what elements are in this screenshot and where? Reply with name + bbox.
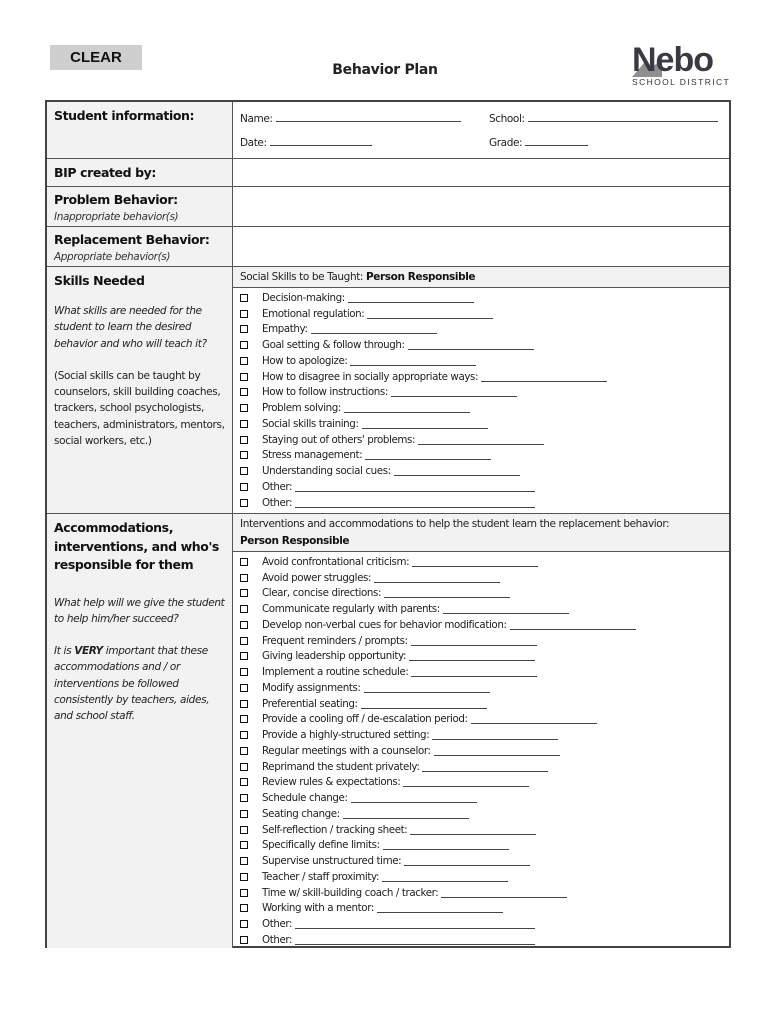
checklist-item-label: Social skills training: (262, 417, 359, 430)
checklist-item-label: Communicate regularly with parents: (262, 603, 440, 616)
problem-behavior-label: Problem Behavior: (54, 192, 178, 207)
person-responsible-line[interactable] (412, 557, 538, 567)
checklist-item (240, 601, 729, 617)
checklist-item-label: Staying out of others' problems: (262, 433, 416, 446)
checkbox[interactable] (240, 499, 248, 507)
person-responsible-line[interactable] (434, 746, 560, 756)
person-responsible-line[interactable] (351, 793, 477, 803)
person-responsible-line[interactable] (348, 293, 474, 303)
accommodations-label: Accommodations, interventions, and who's responsible for them (54, 520, 219, 572)
accommodations-note (54, 643, 225, 724)
checklist-item-label: Giving leadership opportunity: (262, 650, 407, 663)
checklist-item (240, 649, 729, 665)
person-responsible-line[interactable] (391, 387, 517, 397)
checkbox[interactable] (240, 558, 248, 566)
checkbox[interactable] (240, 310, 248, 318)
checklist-item (240, 790, 729, 806)
checklist-item (240, 932, 729, 948)
student-info-row (47, 102, 729, 158)
checkbox[interactable] (240, 294, 248, 302)
checklist-item-label: Provide a highly-structured setting: (262, 729, 430, 742)
checklist-item-label: Frequent reminders / prompts: (262, 634, 408, 647)
problem-behavior-label-cell (47, 187, 233, 226)
checklist-item-label: Provide a cooling off / de-escalation period: (262, 713, 468, 726)
person-responsible-line[interactable] (367, 309, 493, 319)
skills-question: What skills are needed for the student to learn the desired behavior and who will teach it? (54, 305, 207, 350)
checkbox[interactable] (240, 325, 248, 333)
checklist-item (240, 554, 729, 570)
person-responsible-line[interactable] (382, 872, 508, 882)
checkbox[interactable] (240, 341, 248, 349)
checklist-item (240, 680, 729, 696)
checkbox[interactable] (240, 404, 248, 412)
checklist-item-label: Specifically define limits: (262, 839, 380, 852)
checklist-item-label: Problem solving: (262, 402, 341, 415)
name-label: Name: (240, 113, 273, 125)
checklist-item-label: Teacher / staff proximity: (262, 870, 380, 883)
checkbox[interactable] (240, 731, 248, 739)
checklist-item-label: Reprimand the student privately: (262, 760, 420, 773)
replacement-behavior-input[interactable] (233, 227, 729, 266)
checkbox[interactable] (240, 700, 248, 708)
replacement-behavior-row (47, 226, 729, 266)
checklist-item (240, 916, 729, 932)
checkbox[interactable] (240, 388, 248, 396)
bip-created-row (47, 158, 729, 186)
checkbox[interactable] (240, 904, 248, 912)
checklist-item (240, 617, 729, 633)
checkbox[interactable] (240, 605, 248, 613)
logo-subtitle: SCHOOL DISTRICT (632, 77, 731, 87)
checklist-item-label: Implement a routine schedule: (262, 666, 409, 679)
student-info-label: Student information: (54, 108, 195, 123)
behavior-plan-form (45, 100, 731, 948)
checklist-item (240, 806, 729, 822)
checklist-item (240, 901, 729, 917)
checklist-item-label: Seating change: (262, 807, 340, 820)
checklist-item (240, 353, 729, 369)
skills-label-cell (47, 267, 233, 513)
person-responsible-line[interactable] (422, 762, 548, 772)
date-label: Date: (240, 137, 267, 149)
accommodations-row (47, 513, 729, 948)
checklist-item-label: Other: (262, 918, 293, 931)
person-responsible-line[interactable] (408, 340, 534, 350)
person-responsible-line[interactable] (295, 498, 535, 508)
checklist-item-label: How to follow instructions: (262, 386, 388, 399)
checklist-item (240, 586, 729, 602)
person-responsible-line[interactable] (364, 683, 490, 693)
skills-label: Skills Needed (54, 273, 145, 288)
checklist-item (240, 570, 729, 586)
bip-created-label: BIP created by: (54, 165, 157, 180)
checklist-item-label: Self-reflection / tracking sheet: (262, 823, 408, 836)
accommodations-header-bold: Person Responsible (240, 534, 350, 547)
checklist-item (240, 712, 729, 728)
checklist-item-label: Regular meetings with a counselor: (262, 744, 431, 757)
checklist-item-label: Avoid power struggles: (262, 571, 372, 584)
checklist-item (240, 290, 729, 306)
checklist-item-label: Schedule change: (262, 792, 348, 805)
checkbox[interactable] (240, 715, 248, 723)
checklist-item (240, 495, 729, 511)
person-responsible-line[interactable] (481, 372, 607, 382)
checkbox[interactable] (240, 747, 248, 755)
person-responsible-line[interactable] (411, 667, 537, 677)
replacement-behavior-label: Replacement Behavior: (54, 232, 210, 247)
checklist-item (240, 727, 729, 743)
checklist-item-label: Goal setting & follow through: (262, 339, 405, 352)
checklist-item-label: Emotional regulation: (262, 307, 365, 320)
checkbox[interactable] (240, 857, 248, 865)
skills-header-text: Social Skills to be Taught: (240, 271, 366, 283)
student-info-fields (233, 102, 729, 158)
checklist-item (240, 479, 729, 495)
checkbox[interactable] (240, 436, 248, 444)
checklist-item-label: How to apologize: (262, 354, 348, 367)
bip-created-input[interactable] (233, 159, 729, 186)
logo-word: Nebo (632, 41, 713, 79)
problem-behavior-input[interactable] (233, 187, 729, 226)
checklist-item (240, 432, 729, 448)
checkbox[interactable] (240, 841, 248, 849)
person-responsible-line[interactable] (311, 324, 437, 334)
problem-behavior-sublabel: Inappropriate behavior(s) (54, 211, 179, 223)
checklist-item (240, 400, 729, 416)
accommodations-note-pre: It is (54, 645, 75, 658)
checklist-item-label: Empathy: (262, 323, 308, 336)
person-responsible-line[interactable] (443, 604, 569, 614)
checkbox[interactable] (240, 637, 248, 645)
person-responsible-line[interactable] (410, 825, 536, 835)
accommodations-header-text: Interventions and accommodations to help the student learn the replacement behavior: (240, 518, 670, 530)
skills-row (47, 266, 729, 513)
checklist-item (240, 853, 729, 869)
accommodations-header (233, 514, 729, 552)
checklist-item (240, 369, 729, 385)
person-responsible-line[interactable] (510, 620, 636, 630)
grade-label: Grade: (489, 137, 523, 149)
replacement-behavior-label-cell (47, 227, 233, 266)
checklist-item-label: Stress management: (262, 449, 363, 462)
checkbox[interactable] (240, 652, 248, 660)
checklist-item (240, 885, 729, 901)
checkbox[interactable] (240, 420, 248, 428)
checklist-item-label: Other: (262, 496, 293, 509)
checklist-item-label: Understanding social cues: (262, 465, 391, 478)
accommodations-note-post: important that these accommodations and / or interventions be followed consistently by teachers, aides, and school staff. (54, 645, 210, 723)
accommodations-label-cell (47, 514, 233, 948)
checklist-item (240, 822, 729, 838)
checklist-item-label: Time w/ skill-building coach / tracker: (262, 886, 439, 899)
skills-section (233, 267, 729, 513)
checklist-item-label: Modify assignments: (262, 681, 361, 694)
person-responsible-line[interactable] (295, 935, 535, 945)
checklist-item (240, 448, 729, 464)
checkbox[interactable] (240, 763, 248, 771)
checklist-item (240, 759, 729, 775)
checkbox[interactable] (240, 357, 248, 365)
checklist-item-label: Other: (262, 933, 293, 946)
person-responsible-line[interactable] (374, 573, 500, 583)
person-responsible-line[interactable] (403, 777, 529, 787)
bip-created-label-cell (47, 159, 233, 186)
person-responsible-line[interactable] (344, 403, 470, 413)
checklist-item (240, 416, 729, 432)
checklist-item-label: Decision-making: (262, 291, 345, 304)
person-responsible-line[interactable] (384, 588, 510, 598)
person-responsible-line[interactable] (383, 840, 509, 850)
problem-behavior-row (47, 186, 729, 226)
checkbox[interactable] (240, 920, 248, 928)
person-responsible-line[interactable] (350, 356, 476, 366)
date-field[interactable] (240, 135, 372, 149)
checkbox[interactable] (240, 810, 248, 818)
person-responsible-line[interactable] (343, 809, 469, 819)
school-input-line[interactable] (528, 111, 718, 122)
checkbox[interactable] (240, 373, 248, 381)
nebo-logo (632, 41, 731, 89)
person-responsible-line[interactable] (377, 903, 503, 913)
checkbox[interactable] (240, 889, 248, 897)
checklist-item-label: Other: (262, 480, 293, 493)
skills-note: (Social skills can be taught by counselors, skill building coaches, trackers, school psychologists, teachers, administrators, mentors, social workers, etc.) (54, 369, 225, 448)
checklist-item (240, 869, 729, 885)
person-responsible-line[interactable] (362, 419, 488, 429)
person-responsible-line[interactable] (441, 888, 567, 898)
checklist-item-label: Working with a mentor: (262, 902, 374, 915)
replacement-behavior-sublabel: Appropriate behavior(s) (54, 251, 171, 263)
person-responsible-line[interactable] (295, 482, 535, 492)
checklist-item (240, 775, 729, 791)
skills-header (233, 267, 729, 288)
checklist-item (240, 385, 729, 401)
checklist-item (240, 696, 729, 712)
checkbox[interactable] (240, 589, 248, 597)
checkbox[interactable] (240, 574, 248, 582)
checkbox[interactable] (240, 668, 248, 676)
grade-input-line[interactable] (525, 135, 588, 146)
checkbox[interactable] (240, 873, 248, 881)
accommodations-section (233, 514, 729, 948)
checkbox[interactable] (240, 826, 248, 834)
checklist-item-label: Preferential seating: (262, 697, 358, 710)
checklist-item (240, 838, 729, 854)
checklist-item-label: How to disagree in socially appropriate ways: (262, 370, 479, 383)
checkbox[interactable] (240, 794, 248, 802)
date-input-line[interactable] (270, 135, 372, 146)
checkbox[interactable] (240, 467, 248, 475)
name-field[interactable] (240, 111, 461, 125)
checklist-item (240, 322, 729, 338)
checklist-item (240, 743, 729, 759)
person-responsible-line[interactable] (365, 450, 491, 460)
checklist-item-label: Develop non-verbal cues for behavior modification: (262, 618, 507, 631)
skills-header-bold: Person Responsible (366, 271, 476, 283)
checkbox[interactable] (240, 483, 248, 491)
checkbox[interactable] (240, 621, 248, 629)
grade-field[interactable] (489, 135, 588, 149)
checkbox[interactable] (240, 684, 248, 692)
person-responsible-line[interactable] (418, 435, 544, 445)
checklist-item-label: Avoid confrontational criticism: (262, 555, 410, 568)
person-responsible-line[interactable] (432, 730, 558, 740)
checklist-item-label: Review rules & expectations: (262, 776, 401, 789)
person-responsible-line[interactable] (411, 636, 537, 646)
school-field[interactable] (489, 111, 718, 125)
checklist-item (240, 633, 729, 649)
checklist-item-label: Supervise unstructured time: (262, 855, 402, 868)
person-responsible-line[interactable] (295, 919, 535, 929)
checkbox[interactable] (240, 451, 248, 459)
checklist-item (240, 337, 729, 353)
checklist-item (240, 664, 729, 680)
accommodations-checklist (240, 554, 729, 948)
student-info-label-cell (47, 102, 233, 158)
person-responsible-line[interactable] (394, 466, 520, 476)
person-responsible-line[interactable] (404, 856, 530, 866)
name-input-line[interactable] (276, 111, 461, 122)
accommodations-note-emphasis: VERY (74, 645, 103, 658)
person-responsible-line[interactable] (471, 714, 597, 724)
person-responsible-line[interactable] (409, 651, 535, 661)
page-title: Behavior Plan (332, 62, 438, 78)
skills-checklist (240, 290, 729, 511)
checklist-item (240, 463, 729, 479)
checkbox[interactable] (240, 778, 248, 786)
school-label: School: (489, 113, 525, 125)
checklist-item (240, 306, 729, 322)
accommodations-question: What help will we give the student to help him/her succeed? (54, 596, 225, 625)
checklist-item-label: Clear, concise directions: (262, 587, 382, 600)
checkbox[interactable] (240, 936, 248, 944)
clear-button[interactable]: CLEAR (50, 45, 142, 70)
person-responsible-line[interactable] (361, 699, 487, 709)
